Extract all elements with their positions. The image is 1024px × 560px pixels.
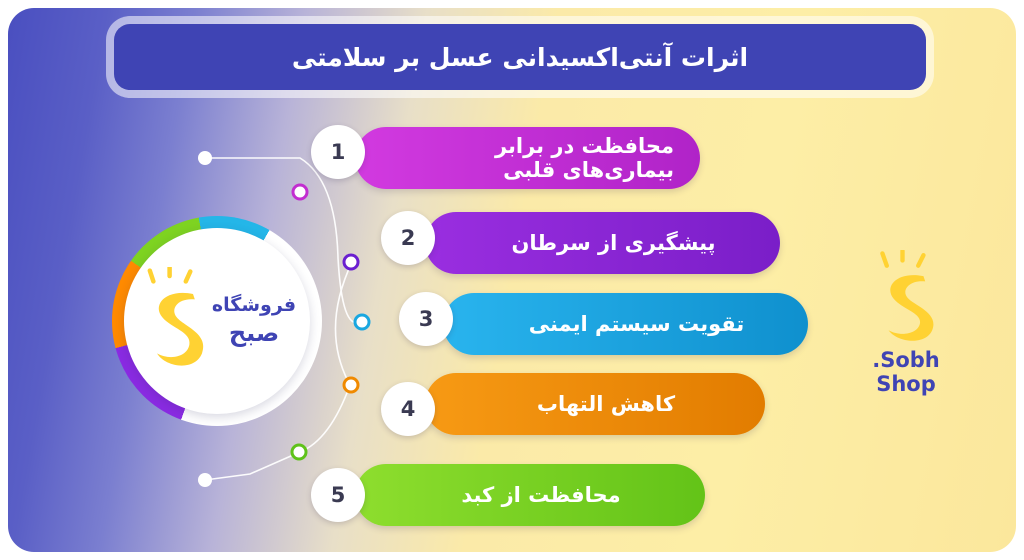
item-number-5 (311, 468, 365, 522)
item-label-3: تقویت سیستم ایمنی (528, 312, 745, 336)
item-bar-1[interactable] (355, 127, 700, 189)
header-banner (114, 24, 926, 90)
honey-swoosh-icon (863, 250, 949, 346)
item-label-2: پیشگیری از سرطان (511, 231, 716, 255)
logo-inner (124, 228, 310, 414)
item-number-1 (311, 125, 365, 179)
list-item (355, 464, 705, 526)
list-item (425, 373, 765, 435)
item-number-3-text: 3 (418, 307, 434, 331)
brand-logo-circle (112, 216, 322, 426)
item-bar-5[interactable] (355, 464, 705, 526)
brand-text (836, 348, 976, 396)
logo-text-line2: صبح (228, 318, 280, 347)
item-bar-4[interactable] (425, 373, 765, 435)
item-number-2 (381, 211, 435, 265)
item-label-1: محافظت در برابر بیماری‌های قلبی (494, 134, 674, 182)
logo-text-line1: فروشگاه (211, 294, 297, 317)
honey-swoosh-icon (138, 267, 212, 375)
list-item (355, 127, 700, 189)
brand-text-line1: Sobh. (872, 348, 940, 372)
item-bar-2[interactable] (425, 212, 780, 274)
item-label-4: کاهش التهاب (536, 392, 676, 416)
logo-text (212, 294, 296, 348)
list-item (443, 293, 808, 355)
list-item (425, 212, 780, 274)
item-number-3 (399, 292, 453, 346)
item-number-2-text: 2 (400, 226, 416, 250)
item-bar-3[interactable] (443, 293, 808, 355)
item-label-5: محافظت از کبد (461, 483, 621, 507)
item-number-4 (381, 382, 435, 436)
item-number-4-text: 4 (400, 397, 416, 421)
brand-text-line2: Shop (876, 372, 936, 397)
brand-mark (836, 250, 976, 400)
page-title: اثرات آنتی‌اکسیدانی عسل بر سلامتی (291, 42, 749, 72)
item-number-1-text: 1 (330, 140, 346, 164)
item-number-5-text: 5 (330, 483, 346, 507)
